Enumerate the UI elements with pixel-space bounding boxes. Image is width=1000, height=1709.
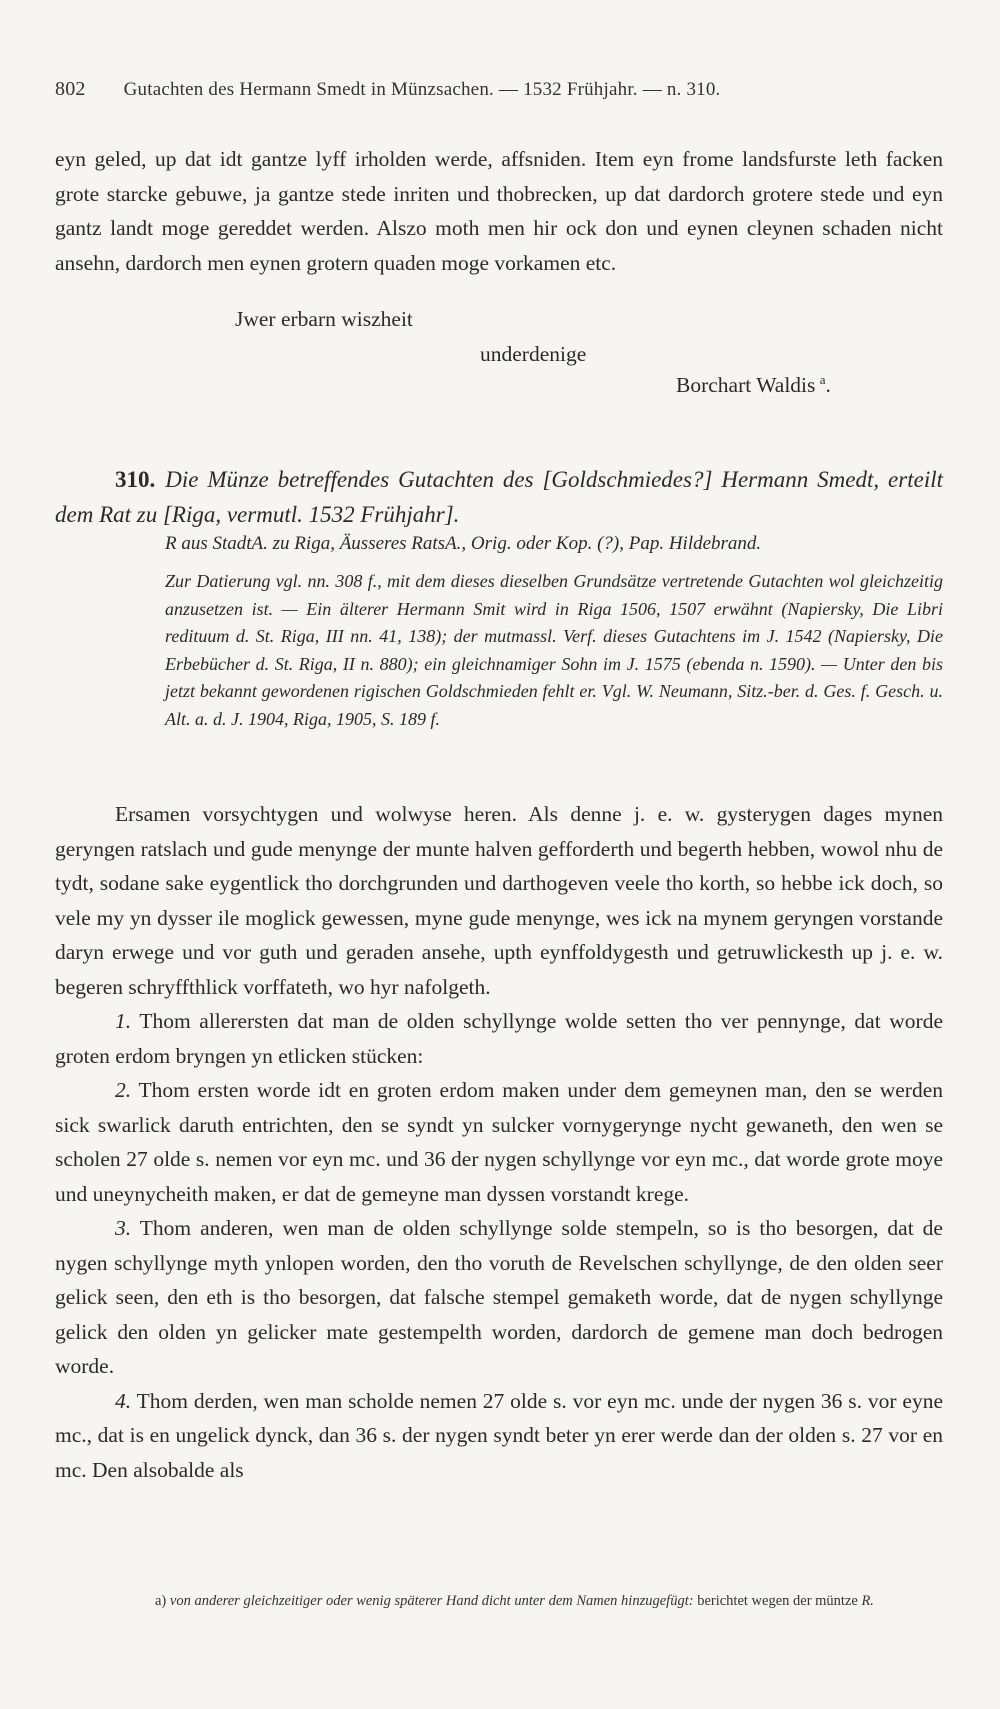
- paragraph-text: Thom allerersten dat man de olden schyllynge wolde setten tho ver pennynge, dat worde groten erdom bryngen yn etlicken stücken:: [55, 1009, 943, 1068]
- footnote-plain-text: berichtet wegen der müntze: [697, 1593, 858, 1609]
- paragraph-text: Thom ersten worde idt en groten erdom maken under dem gemeynen man, den se werden sick swarlick daruth entrichten, den se syndt yn sulcker vornygerynge nycht gewaneth, den wen se scholen 27 olde s. nemen vor eyn mc. und 36 der nygen schyllynge vor eyn mc., dat worde grote moye und uneynycheith maken, er dat de gemeyne man dyssen vorstandt krege.: [55, 1078, 943, 1206]
- body-paragraph-3: [55, 1211, 943, 1384]
- running-title: Gutachten des Hermann Smedt in Münzsachen. — 1532 Frühjahr. — n. 310.: [123, 79, 721, 100]
- footnote: [155, 1591, 955, 1612]
- intro-paragraph: eyn geled, up dat idt gantze lyff irholden werde, affsniden. Item eyn frome landsfurste leth facken grote starcke gebuwe, ja gantze stede inriten und thobrecken, up dat dardorch grotere stede und eyn gantz landt moge gereddet werden. Alszo moth men hir ock don und eynen cleynen schaden nicht ansehn, dardorch men eynen grotern quaden moge vorkamen etc.: [55, 147, 943, 275]
- section-heading: [55, 462, 943, 532]
- document-body: [55, 797, 943, 1487]
- footnote-label: a): [155, 1593, 167, 1609]
- paragraph-number: 3.: [115, 1216, 132, 1240]
- editorial-note: Zur Datierung vgl. nn. 308 f., mit dem dieses dieselben Grundsätze vertretende Gutachten wol gleichzeitig anzusetzen ist. — Ein älterer Hermann Smit wird in Riga 1506, 1507 erwähnt (Napiersky, Die Libri redituum d. St. Riga, III nn. 41, 138); der mutmassl. Verf. dieses Gutachtens im J. 1542 (Napiersky, Die Erbebücher d. St. Riga, II n. 880); ein gleichnamiger Sohn im J. 1575 (ebenda n. 1590). — Unter den bis jetzt bekannt gewordenen rigischen Goldschmieden fehlt er. Vgl. W. Neumann, Sitz.-ber. d. Ges. f. Gesch. u. Alt. a. d. J. 1904, Riga, 1905, S. 189 f.: [165, 571, 943, 729]
- running-header: [55, 78, 945, 101]
- body-paragraph-4: [55, 1384, 943, 1488]
- signature-end: .: [825, 373, 831, 398]
- body-paragraph-1: [55, 1004, 943, 1073]
- section-number: 310.: [115, 467, 156, 492]
- footnote-end: R.: [861, 1593, 874, 1609]
- page-number: 802: [55, 78, 86, 100]
- document-page: [55, 0, 945, 1709]
- footnote-marker: a: [819, 372, 826, 387]
- paragraph-text: Thom anderen, wen man de olden schyllynge solde stempeln, so is tho besorgen, dat de nygen schyllynge myth ynlopen worden, den tho voruth de Revelschen schyllynge, de den olden seer gelick seen, den eth is tho besorgen, dat falsche stempel gemaketh worde, dat de nygen schyllynge gelick den olden yn gelicker mate gestempelth worden, dardorch de gemene man doch bedrogen worde.: [55, 1216, 943, 1378]
- section-title: Die Münze betreffendes Gutachten des [Goldschmiedes?] Hermann Smedt, erteilt dem Rat zu [Riga, vermutl. 1532 Frühjahr].: [55, 467, 943, 527]
- closing-subscription: underdenige: [480, 342, 587, 366]
- paragraph-text: Thom derden, wen man scholde nemen 27 olde s. vor eyn mc. unde der nygen 36 s. vor eyne mc., dat is en ungelick dynck, dan 36 s. der nygen syndt beter yn erer werde dan der olden s. 27 vor en mc. Den alsobalde als: [55, 1388, 943, 1482]
- paragraph-number: 2.: [115, 1078, 132, 1102]
- paragraph-number: 1.: [115, 1009, 132, 1033]
- signature-name: Borchart Waldis: [676, 373, 816, 398]
- body-paragraph-0: Ersamen vorsychtygen und wolwyse heren. Als denne j. e. w. gysterygen dages mynen geryngen ratslach und gude menynge der munte halven gefforderth und begerth hebben, wowol nhu de tydt, sodane sake eygentlick tho dorchgrunden und darthogeven veele tho korth, so hebbe ick doch, so vele my yn dysser ile moglick gewessen, myne gude menynge, wes ick na mynem geryngen vorstande daryn erwege und vor guth und geraden ansehe, upth eynffoldygesth und getruwlickesth up j. e. w. begeren schryffthlick vorffateth, wo hyr nafolgeth.: [55, 802, 943, 999]
- body-paragraph-2: [55, 1073, 943, 1211]
- source-line: R aus StadtA. zu Riga, Äusseres RatsA., Orig. oder Kop. (?), Pap. Hildebrand.: [165, 533, 762, 554]
- closing-salutation: Jwer erbarn wiszheit: [235, 307, 413, 331]
- footnote-italic-text: von anderer gleichzeitiger oder wenig späterer Hand dicht unter dem Namen hinzugefügt:: [169, 1593, 694, 1609]
- paragraph-number: 4.: [115, 1388, 132, 1413]
- closing-signature: [676, 372, 831, 398]
